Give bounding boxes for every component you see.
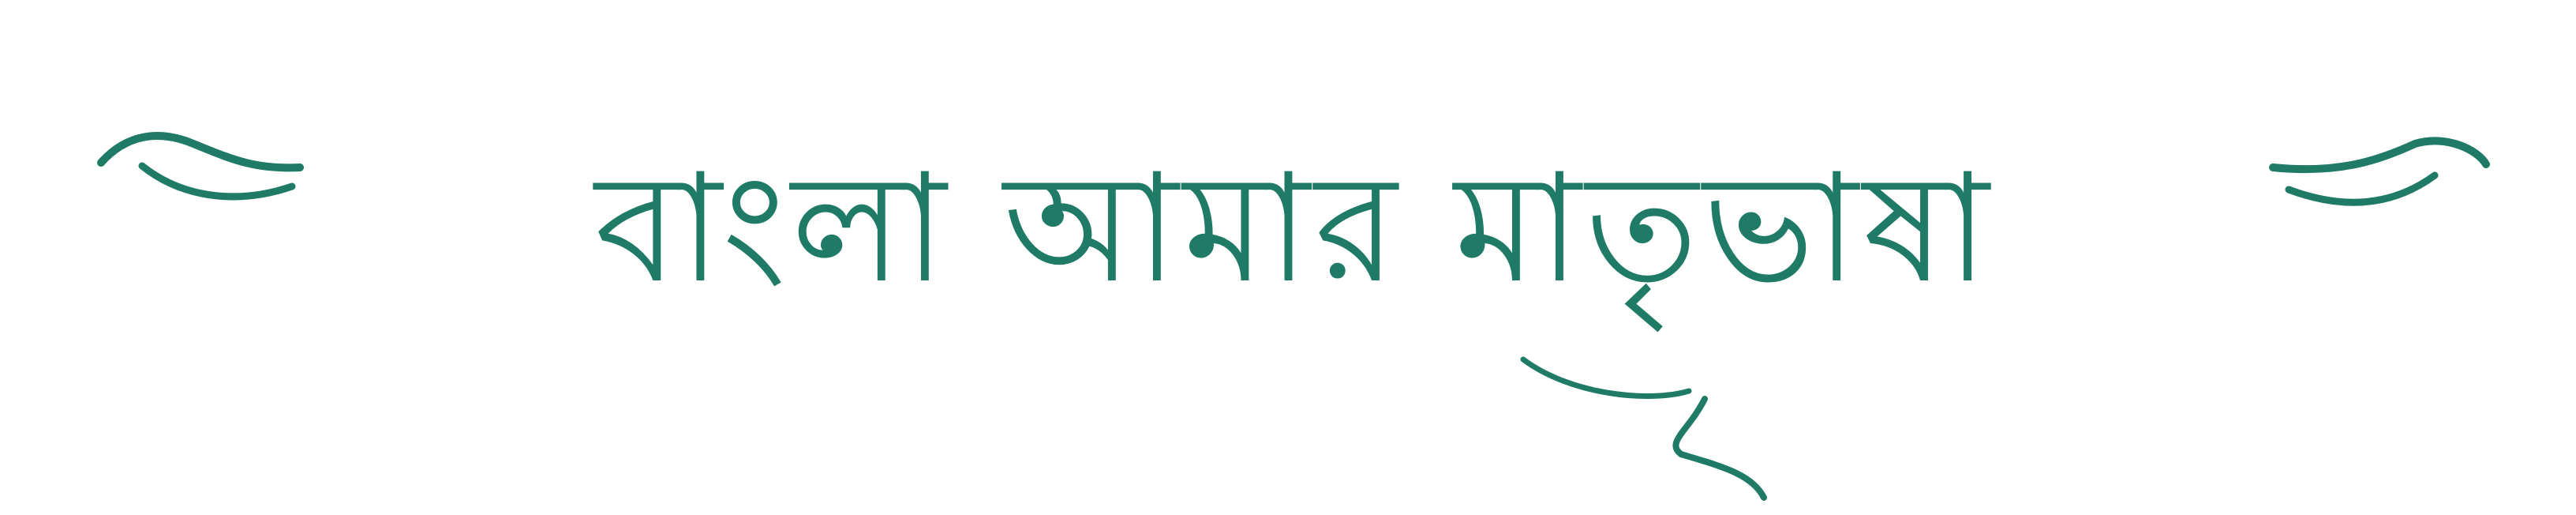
right-top-swash — [2273, 141, 2486, 169]
bangla-headline: বাংলা আমার মাতৃভাষা — [594, 141, 1994, 316]
word-descender — [1523, 359, 1689, 397]
right-under-swash — [2289, 175, 2435, 202]
left-top-swash — [101, 136, 300, 167]
word-tail — [1676, 399, 1764, 498]
